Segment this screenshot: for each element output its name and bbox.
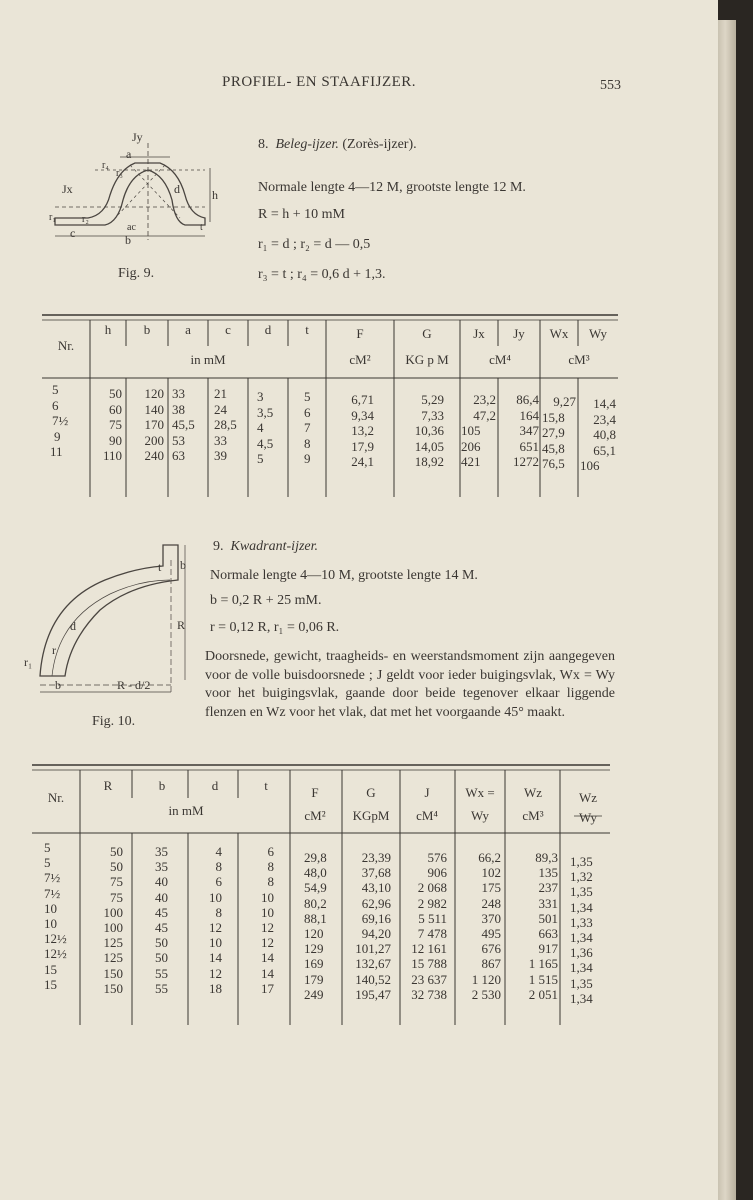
t2-header-d: d [211,778,219,793]
figure-9-caption: Fig. 9. [118,266,155,281]
t2-header-G-unit: KGpM [352,808,390,823]
t2-cell: 50 [155,935,168,951]
t2-cell: 5 [44,840,51,855]
fig9-label: d [174,182,180,196]
t1-header-t: t [305,322,309,337]
t2-cell: 132,67 [355,956,391,972]
t2-cell: 6 [267,844,274,859]
t2-cell: 80,2 [304,895,327,911]
t2-cell: 1,34 [570,930,593,945]
t2-cell: 50 [110,844,123,859]
t2-cell: 175 [481,880,501,896]
t2-cell: 7 478 [417,926,447,941]
t1-header-unit-mm: in mM [190,352,226,367]
t2-cell: 120 [304,926,324,941]
t2-cell: 66,2 [478,850,501,865]
t1-header-b: b [143,322,151,337]
section-9-line: Normale lengte 4—10 M, grootste lengte 14 M. [210,568,478,583]
t2-cell: 40 [155,874,168,890]
t1-header-Wx: Wx [549,326,569,341]
fig9-label: c [70,226,76,240]
t1-header-J-unit: cM⁴ [489,352,511,367]
fig10-label: t [158,560,162,574]
fig9-label: t [200,222,203,233]
t2-cell: 1,36 [570,945,593,961]
t2-cell: 50 [110,859,123,875]
t2-cell: 248 [481,895,501,911]
t2-cell: 75 [110,889,123,905]
t2-cell: 100 [103,920,123,935]
t2-cell: 5 [44,855,51,871]
t2-cell: 867 [481,956,501,972]
t2-cell: 150 [103,980,123,996]
t2-cell: 12½ [44,931,67,947]
fig10-label: d [70,619,76,633]
t2-cell: 8 [267,859,274,875]
t2-header-R: R [103,778,113,793]
t2-cell: 12 [209,920,222,935]
t1-header-F-unit: cM² [349,352,371,367]
t2-cell: 501 [538,910,558,926]
t2-cell: 179 [304,971,324,987]
fig10-label: R - d/2 [117,678,151,692]
t2-cell: 17 [261,980,274,996]
t1-header-Jy: Jy [513,326,525,341]
t2-cell: 12 [261,920,274,935]
fig9-label: Jx [62,182,73,196]
t2-cell: 35 [155,859,168,875]
t2-cell: 2 068 [417,880,447,896]
fig9-label: r₃ [116,168,123,179]
t2-cell: 6 [215,874,222,890]
t2-cell: 8 [215,859,222,875]
t2-cell: 1,35 [570,854,593,869]
t2-cell: 45 [155,920,168,935]
t1-header-nr: Nr. [57,338,75,353]
t2-cell: 15 [44,961,57,977]
t2-cell: 10 [209,889,222,905]
t2-cell: 55 [155,965,168,981]
t2-cell: 140,52 [355,971,391,987]
t2-cell: 50 [155,950,168,966]
t1-header-W-unit: cM³ [568,352,590,367]
t2-cell: 62,96 [361,895,391,911]
t2-cell: 370 [481,910,501,926]
fig9-label: r₁ [49,212,56,223]
t2-cell: 1,34 [570,899,593,915]
t2-header-J: J [424,785,430,800]
t2-cell: 676 [481,941,501,957]
t2-cell: 125 [103,935,123,951]
t1-header-G-unit: KG p M [405,352,449,367]
t2-header-F-unit: cM² [304,808,326,823]
t2-cell: 8 [267,874,274,890]
t2-cell: 12 [209,965,222,981]
t2-cell: 10 [44,916,57,931]
t2-cell: 7½ [44,870,61,886]
t2-cell: 169 [304,956,324,972]
t2-cell: 54,9 [304,880,327,896]
t2-cell: 917 [538,941,558,957]
figure-10-caption: Fig. 10. [92,714,136,729]
t2-cell: 100 [103,904,123,920]
t2-cell: 55 [155,980,168,996]
t2-cell: 331 [538,895,558,911]
section-8-line: r₃ = t ; r₄ = 0,6 d + 1,3. [258,267,386,282]
fig9-label: ac [127,222,136,233]
t2-cell: 69,16 [361,910,391,926]
section-9-heading: 9. Kwadrant-ijzer. [213,539,319,554]
t2-cell: 75 [110,874,123,890]
t1-header-c: c [225,322,231,337]
t2-cell: 576 [427,850,447,865]
t1-header-a: a [185,322,191,337]
t1-header-G: G [422,326,432,341]
t2-cell: 4 [215,844,222,859]
t2-cell: 1,32 [570,869,593,885]
fig10-label: R [177,618,186,632]
t2-cell: 101,27 [355,941,391,957]
t2-cell: 1,35 [570,975,593,991]
t2-cell: 2 530 [471,986,501,1002]
t1-header-F: F [356,326,364,341]
t2-header-Wz-unit: cM³ [522,808,544,823]
t2-cell: 14 [209,950,222,966]
t2-cell: 10 [209,935,222,951]
t2-cell: 10 [44,900,57,916]
t2-header-Wx: Wx = [465,785,495,800]
t2-cell: 906 [427,865,447,881]
t2-header-Wz: Wz [523,785,543,800]
t2-cell: 2 051 [528,986,558,1002]
t2-header-unit-mm: in mM [168,803,204,818]
fig9-label: Jy [132,130,143,144]
t2-header-nr: Nr. [47,790,65,805]
t2-cell: 37,68 [361,865,391,881]
t2-cell: 1,34 [570,960,593,976]
t2-cell: 1,34 [570,990,593,1006]
running-head: PROFIEL- EN STAAFIJZER. [222,74,417,90]
page-number: 553 [600,78,621,93]
t2-cell: 15 788 [411,956,447,972]
t2-header-Wy: Wy [471,808,489,823]
t2-cell: 1,35 [570,884,593,900]
t2-header-ratio-den: Wy [579,810,597,825]
t2-cell: 18 [209,980,222,996]
fig9-label: r₄ [102,160,109,171]
t2-header-ratio-num: Wz [578,790,598,805]
t2-cell: 35 [155,844,168,859]
t1-header-h: h [104,322,112,337]
t2-cell: 89,3 [535,850,558,865]
t2-cell: 12 [261,935,274,951]
fig9-label: b [125,233,131,247]
t1-header-d: d [264,322,272,337]
t2-cell: 1 515 [528,971,558,987]
t2-cell: 32 738 [411,986,447,1002]
t2-cell: 23 637 [411,971,447,987]
t2-cell: 10 [261,904,274,920]
t2-cell: 40 [155,889,168,905]
t2-cell: 8 [215,904,222,920]
t2-cell: 135 [538,865,558,881]
t2-header-G: G [366,785,376,800]
section-9-line: b = 0,2 R + 25 mM. [210,593,322,608]
t2-cell: 10 [261,889,274,905]
t2-header-b: b [158,778,166,793]
t2-cell: 237 [538,880,558,896]
section-8-heading: 8. Beleg-ijzer. (Zorès-ijzer). [258,137,417,152]
fig9-label: h [212,188,218,202]
t2-cell: 495 [481,926,501,941]
t2-cell: 129 [304,941,324,957]
t2-cell: 88,1 [304,910,327,926]
fig10-label: r [52,643,56,657]
t2-header-F: F [311,785,319,800]
t2-cell: 14 [261,965,274,981]
t2-cell: 12½ [44,946,67,962]
section-9-line: r = 0,12 R, r₁ = 0,06 R. [210,620,340,635]
t2-cell: 12 161 [411,941,447,957]
t2-cell: 102 [481,865,501,881]
t2-cell: 94,20 [361,926,391,941]
t2-cell: 48,0 [304,865,327,881]
t2-cell: 125 [103,950,123,966]
fig9-label: a [126,147,132,161]
t2-cell: 45 [155,904,168,920]
fig10-label: r₁ [24,655,33,669]
t1-header-Jx: Jx [473,326,485,341]
fig9-label: r₂ [82,214,89,225]
t2-cell: 14 [261,950,274,966]
t2-cell: 150 [103,965,123,981]
t2-cell: 1 120 [471,971,501,987]
t2-cell: 5 511 [418,910,447,926]
t2-cell: 43,10 [361,880,391,896]
t2-cell: 15 [44,976,57,992]
t2-cell: 7½ [44,885,61,901]
t2-cell: 1,33 [570,914,593,930]
section-9-paragraph: Doorsnede, gewicht, traagheids- en weerstandsmoment zijn aangegeven voor de volle buisdoorsnede ; J geldt voor ieder buigingsvlak, Wx = Wy voor het buigingsvlak, gaande door beide tegenover elkaar liggende flenzen en Wz voor het vlak, dat met het voorgaande 45° maakt. [205,649,615,720]
t2-header-J-unit: cM⁴ [416,808,438,823]
fig10-label: b [55,678,61,692]
t2-cell: 2 982 [417,895,447,911]
t2-cell: 249 [304,986,324,1002]
section-8-line: r₁ = d ; r₂ = d — 0,5 [258,237,371,252]
t2-cell: 195,47 [355,986,391,1002]
t2-cell: 23,39 [361,850,391,865]
t2-cell: 29,8 [304,850,327,865]
t2-cell: 663 [538,926,558,941]
t2-cell: 1 165 [528,956,558,972]
fig10-label: b [180,558,186,572]
section-8-line: R = h + 10 mM [258,207,345,222]
t2-header-t: t [264,778,268,793]
section-8-line: Normale lengte 4—12 M, grootste lengte 12 M. [258,180,526,195]
t1-header-Wy: Wy [589,326,607,341]
